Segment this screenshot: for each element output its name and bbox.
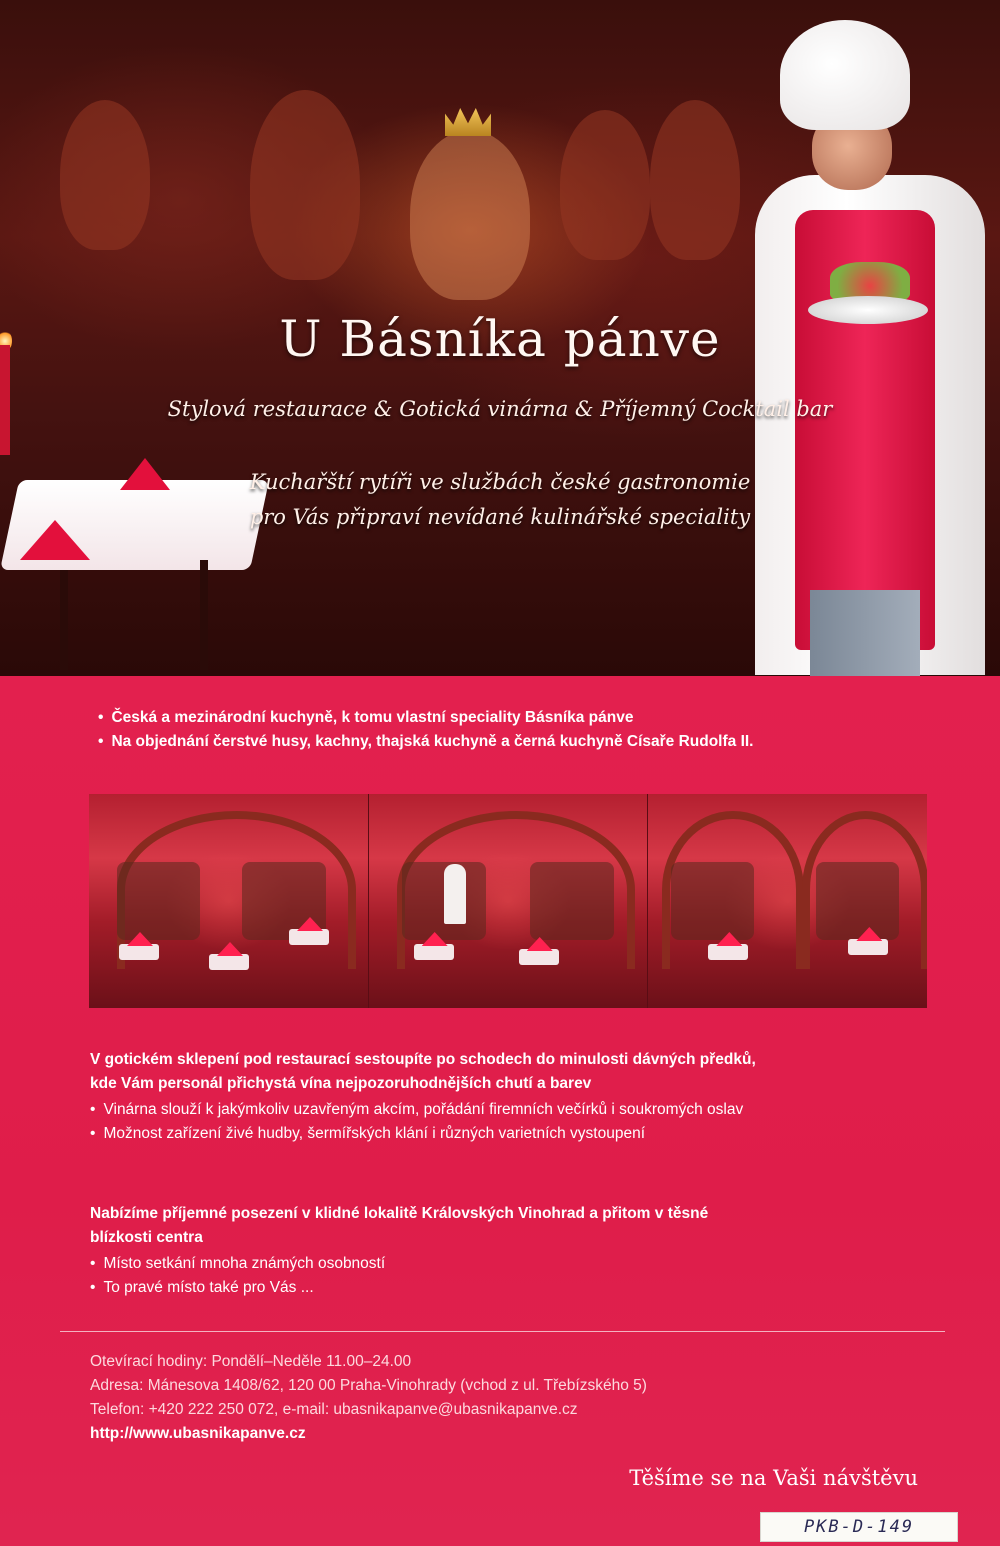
content-panel — [0, 676, 1000, 1546]
interior-photo — [648, 794, 927, 1008]
chef-hat — [780, 20, 910, 130]
wine-cellar-intro-line: kde Vám personál přichystá vína nejpozoruhodnějších chutí a barev — [90, 1075, 592, 1092]
location-list — [90, 1252, 385, 1300]
interior-gallery — [89, 794, 927, 1008]
hero-photo — [0, 0, 1000, 676]
mural-figure — [560, 110, 650, 260]
mural-figure — [650, 100, 740, 260]
wine-cellar-intro — [90, 1048, 756, 1096]
list-item: • Na objednání čerstvé husy, kachny, thajská kuchyně a černá kuchyně Císaře Rudolfa II. — [98, 730, 754, 754]
contact-info — [90, 1350, 647, 1446]
list-item: • To pravé místo také pro Vás ... — [90, 1276, 385, 1300]
chef-pants — [810, 590, 920, 676]
divider — [60, 1331, 945, 1332]
phone-email: Telefon: +420 222 250 072, e-mail: ubasnikapanve@ubasnikapanve.cz — [90, 1401, 578, 1418]
table-leg — [200, 560, 208, 670]
address: Adresa: Mánesova 1408/62, 120 00 Praha-Vinohrady (vchod z ul. Třebízského 5) — [90, 1377, 647, 1394]
list-item: • Česká a mezinárodní kuchyně, k tomu vlastní speciality Básníka pánve — [98, 706, 754, 730]
wine-cellar-list — [90, 1098, 890, 1146]
opening-hours: Otevírací hodiny: Pondělí–Neděle 11.00–24.00 — [90, 1353, 412, 1370]
interior-photo — [89, 794, 369, 1008]
mural-figure — [410, 130, 530, 300]
archive-stamp: PKB-D-149 — [760, 1512, 958, 1542]
tagline-line-2: pro Vás připraví nevídané kulinářské speciality — [249, 505, 751, 529]
closing-line: Těšíme se na Vaši návštěvu — [629, 1466, 918, 1490]
location-intro — [90, 1202, 708, 1250]
list-item: • Možnost zařízení živé hudby, šermířských klání i různých varietních vystoupení — [90, 1122, 890, 1146]
restaurant-subtitle: Stylová restaurace & Gotická vinárna & Příjemný Cocktail bar — [167, 397, 833, 421]
list-item: • Místo setkání mnoha známých osobností — [90, 1252, 385, 1276]
mural-figure — [250, 90, 360, 280]
highlights-list — [98, 706, 754, 754]
mural-figure — [60, 100, 150, 250]
crown-icon — [445, 108, 491, 136]
location-intro-line: Nabízíme příjemné posezení v klidné lokalitě Královských Vinohrad a přitom v těsné — [90, 1205, 709, 1222]
wine-cellar-intro-line: V gotickém sklepení pod restaurací sestoupíte po schodech do minulosti dávných předků, — [90, 1051, 756, 1068]
tagline-line-1: Kuchařští rytíři ve službách české gastronomie — [249, 470, 751, 494]
interior-photo — [369, 794, 649, 1008]
table-leg — [60, 570, 68, 670]
list-item: • Vinárna slouží k jakýmkoliv uzavřeným akcím, pořádání firemních večírků i soukromých oslav — [90, 1098, 890, 1122]
website-link[interactable]: http://www.ubasnikapanve.cz — [90, 1425, 306, 1442]
restaurant-title: U Básníka pánve — [279, 310, 721, 368]
location-intro-line: blízkosti centra — [90, 1229, 203, 1246]
